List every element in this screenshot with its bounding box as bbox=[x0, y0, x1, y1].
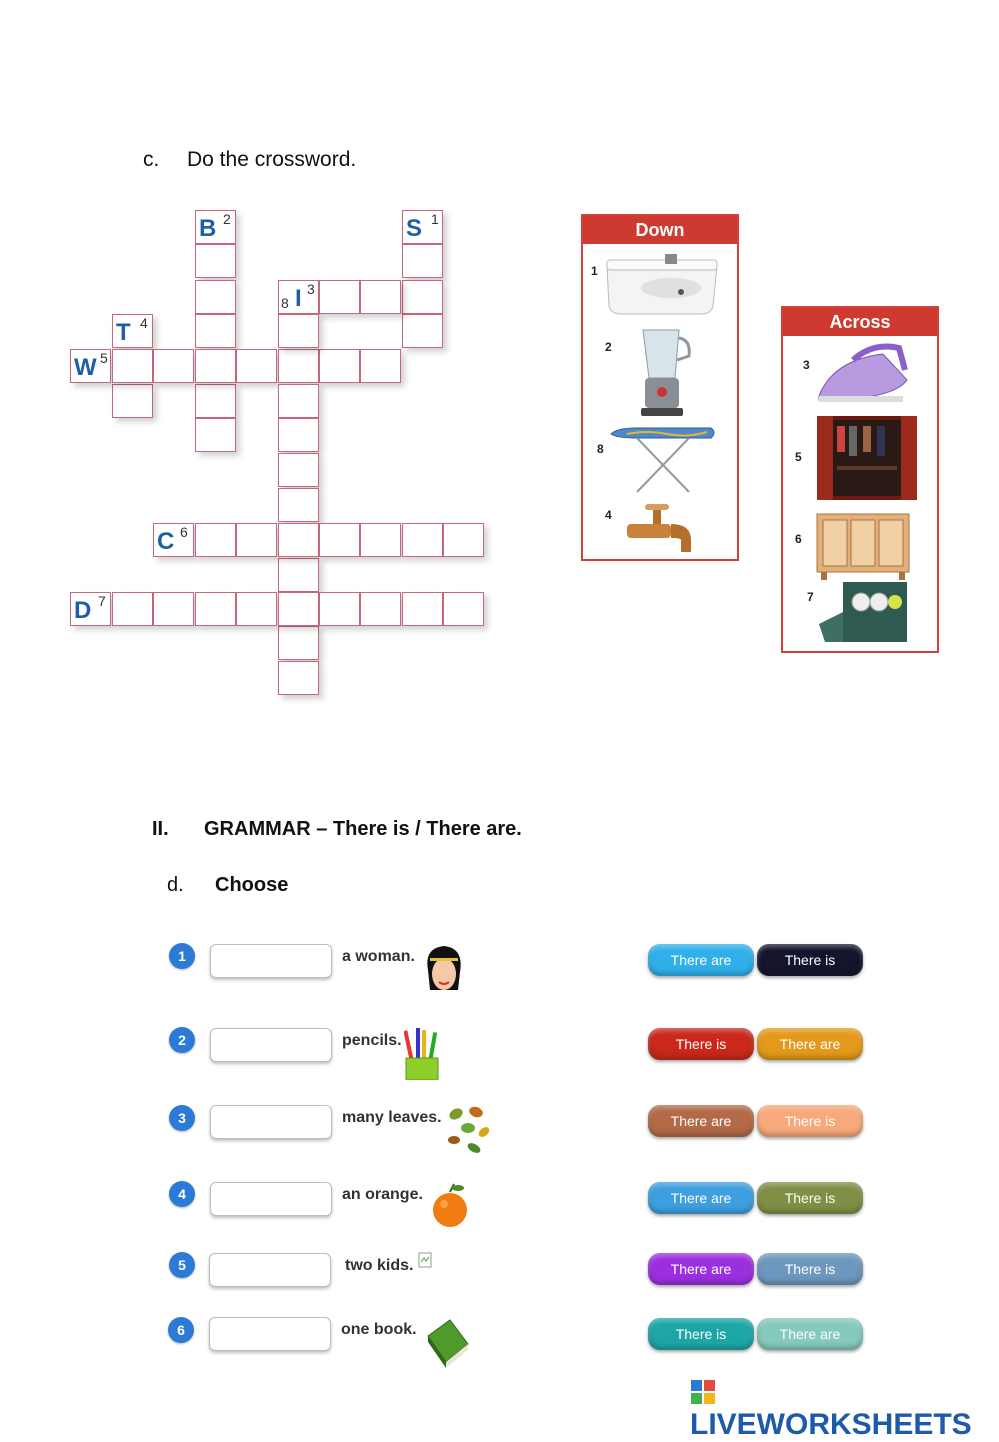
crossword-cell[interactable] bbox=[319, 280, 360, 314]
across-clues-panel bbox=[781, 306, 939, 653]
choice-button-b[interactable]: There are bbox=[757, 1028, 863, 1060]
blender-icon bbox=[633, 326, 693, 418]
crossword-cell[interactable] bbox=[278, 626, 319, 660]
grammar-label: II. bbox=[152, 818, 169, 840]
crossword-cell[interactable] bbox=[70, 349, 111, 383]
cell-letter: B bbox=[199, 215, 217, 242]
crossword-cell[interactable] bbox=[236, 523, 277, 557]
pencils-icon bbox=[404, 1028, 440, 1080]
cell-number: 1 bbox=[431, 211, 439, 227]
crossword-cell[interactable] bbox=[153, 349, 194, 383]
crossword-cell[interactable] bbox=[112, 314, 153, 348]
crossword-cell[interactable] bbox=[360, 349, 401, 383]
answer-input[interactable] bbox=[209, 1253, 331, 1287]
down-title: Down bbox=[583, 216, 737, 244]
section-label: c. bbox=[143, 148, 160, 171]
cell-number: 6 bbox=[180, 524, 188, 540]
tap-icon bbox=[625, 500, 701, 554]
brand-logo bbox=[690, 1374, 999, 1442]
grammar-title: GRAMMAR – There is / There are. bbox=[204, 818, 522, 840]
crossword-instruction: Do the crossword. bbox=[187, 148, 357, 171]
broken-image-icon bbox=[418, 1252, 432, 1268]
clue-number: 7 bbox=[807, 590, 814, 604]
answer-input[interactable] bbox=[210, 1105, 332, 1139]
crossword-cell[interactable] bbox=[278, 280, 319, 314]
crossword-cell[interactable] bbox=[195, 523, 236, 557]
crossword-cell[interactable] bbox=[195, 210, 236, 244]
crossword-cell[interactable] bbox=[112, 592, 153, 626]
choice-button-b[interactable]: There are bbox=[757, 1318, 863, 1350]
answer-input[interactable] bbox=[210, 1182, 332, 1216]
crossword-cell[interactable] bbox=[443, 592, 484, 626]
sentence-text: a woman. bbox=[342, 948, 415, 965]
sink-icon bbox=[601, 252, 723, 318]
sentence-text: two kids. bbox=[345, 1257, 414, 1274]
answer-input[interactable] bbox=[210, 944, 332, 978]
crossword-cell[interactable] bbox=[402, 210, 443, 244]
question-number-badge: 2 bbox=[169, 1027, 195, 1053]
crossword-cell[interactable] bbox=[195, 314, 236, 348]
crossword-cell[interactable] bbox=[319, 592, 360, 626]
choose-heading bbox=[167, 874, 288, 897]
ironing-board-icon bbox=[607, 426, 719, 494]
crossword-cell[interactable] bbox=[402, 314, 443, 348]
crossword-cell[interactable] bbox=[236, 592, 277, 626]
cupboard-icon bbox=[815, 510, 911, 580]
crossword-cell[interactable] bbox=[236, 349, 277, 383]
crossword-cell[interactable] bbox=[278, 349, 319, 383]
choice-button-a[interactable]: There are bbox=[648, 1182, 754, 1214]
cell-letter: I bbox=[295, 285, 302, 312]
clue-number: 6 bbox=[795, 532, 802, 546]
question-number-badge: 6 bbox=[168, 1317, 194, 1343]
crossword-cell[interactable] bbox=[278, 523, 319, 557]
crossword-cell[interactable] bbox=[195, 280, 236, 314]
clue-number: 8 bbox=[597, 442, 604, 456]
choice-button-b[interactable]: There is bbox=[757, 944, 863, 976]
crossword-grid bbox=[0, 0, 520, 720]
crossword-cell[interactable] bbox=[319, 523, 360, 557]
choice-button-b[interactable]: There is bbox=[757, 1253, 863, 1285]
crossword-cell[interactable] bbox=[360, 280, 401, 314]
across-title: Across bbox=[783, 308, 937, 336]
sentence-text: pencils. bbox=[342, 1032, 402, 1049]
crossword-cell[interactable] bbox=[278, 314, 319, 348]
choice-button-a[interactable]: There is bbox=[648, 1028, 754, 1060]
crossword-cell[interactable] bbox=[112, 384, 153, 418]
crossword-cell[interactable] bbox=[278, 418, 319, 452]
clue-number: 3 bbox=[803, 358, 810, 372]
liveworksheets-logo-icon bbox=[690, 1379, 716, 1405]
sub-title: Choose bbox=[215, 874, 289, 896]
woman-face-icon bbox=[424, 944, 464, 1000]
crossword-cell[interactable] bbox=[195, 384, 236, 418]
crossword-cell[interactable] bbox=[402, 244, 443, 278]
cell-letter: C bbox=[157, 528, 175, 555]
sentence-text: many leaves. bbox=[342, 1109, 442, 1126]
cell-number: 8 bbox=[281, 295, 289, 311]
orange-icon bbox=[430, 1182, 470, 1228]
dishwasher-icon bbox=[817, 580, 909, 646]
crossword-cell[interactable] bbox=[112, 349, 153, 383]
cell-letter: S bbox=[406, 215, 423, 242]
crossword-cell[interactable] bbox=[195, 349, 236, 383]
choice-button-a[interactable]: There are bbox=[648, 944, 754, 976]
cell-letter: T bbox=[116, 319, 131, 346]
cell-number: 7 bbox=[98, 593, 106, 609]
choice-button-b[interactable]: There is bbox=[757, 1182, 863, 1214]
crossword-cell[interactable] bbox=[278, 384, 319, 418]
cell-number: 4 bbox=[140, 315, 148, 331]
question-number-badge: 1 bbox=[169, 943, 195, 969]
crossword-cell[interactable] bbox=[70, 592, 111, 626]
crossword-cell[interactable] bbox=[153, 523, 194, 557]
crossword-cell[interactable] bbox=[402, 523, 443, 557]
choice-button-a[interactable]: There are bbox=[648, 1253, 754, 1285]
cell-letter: W bbox=[74, 354, 97, 381]
crossword-cell[interactable] bbox=[319, 349, 360, 383]
question-number-badge: 5 bbox=[169, 1252, 195, 1278]
question-number-badge: 3 bbox=[169, 1105, 195, 1131]
crossword-cell[interactable] bbox=[402, 280, 443, 314]
clue-number: 1 bbox=[591, 264, 598, 278]
crossword-cell[interactable] bbox=[402, 592, 443, 626]
crossword-cell[interactable] bbox=[360, 592, 401, 626]
cell-letter: D bbox=[74, 597, 92, 624]
clue-number: 5 bbox=[795, 450, 802, 464]
down-clues-panel bbox=[581, 214, 739, 561]
crossword-cell[interactable] bbox=[278, 558, 319, 592]
sentence-text: an orange. bbox=[342, 1186, 423, 1203]
leaves-icon bbox=[446, 1104, 492, 1156]
cell-number: 2 bbox=[223, 211, 231, 227]
answer-input[interactable] bbox=[209, 1317, 331, 1351]
choice-button-b[interactable]: There is bbox=[757, 1105, 863, 1137]
sub-label: d. bbox=[167, 874, 184, 896]
crossword-cell[interactable] bbox=[278, 661, 319, 695]
crossword-cell[interactable] bbox=[278, 488, 319, 522]
iron-icon bbox=[813, 340, 913, 406]
grammar-heading bbox=[152, 818, 522, 841]
wardrobe-icon bbox=[815, 412, 919, 502]
crossword-cell[interactable] bbox=[195, 244, 236, 278]
crossword-cell[interactable] bbox=[195, 418, 236, 452]
cell-number: 3 bbox=[307, 281, 315, 297]
book-icon bbox=[424, 1316, 470, 1368]
brand-text: LIVEWORKSHEETS bbox=[690, 1408, 972, 1441]
sentence-text: one book. bbox=[341, 1321, 417, 1338]
crossword-cell[interactable] bbox=[278, 453, 319, 487]
crossword-cell[interactable] bbox=[195, 592, 236, 626]
answer-input[interactable] bbox=[210, 1028, 332, 1062]
choice-button-a[interactable]: There is bbox=[648, 1318, 754, 1350]
choice-button-a[interactable]: There are bbox=[648, 1105, 754, 1137]
cell-number: 5 bbox=[100, 350, 108, 366]
crossword-cell[interactable] bbox=[443, 523, 484, 557]
crossword-cell[interactable] bbox=[153, 592, 194, 626]
crossword-cell[interactable] bbox=[360, 523, 401, 557]
clue-number: 4 bbox=[605, 508, 612, 522]
question-number-badge: 4 bbox=[169, 1181, 195, 1207]
clue-number: 2 bbox=[605, 340, 612, 354]
crossword-cell[interactable] bbox=[278, 592, 319, 626]
